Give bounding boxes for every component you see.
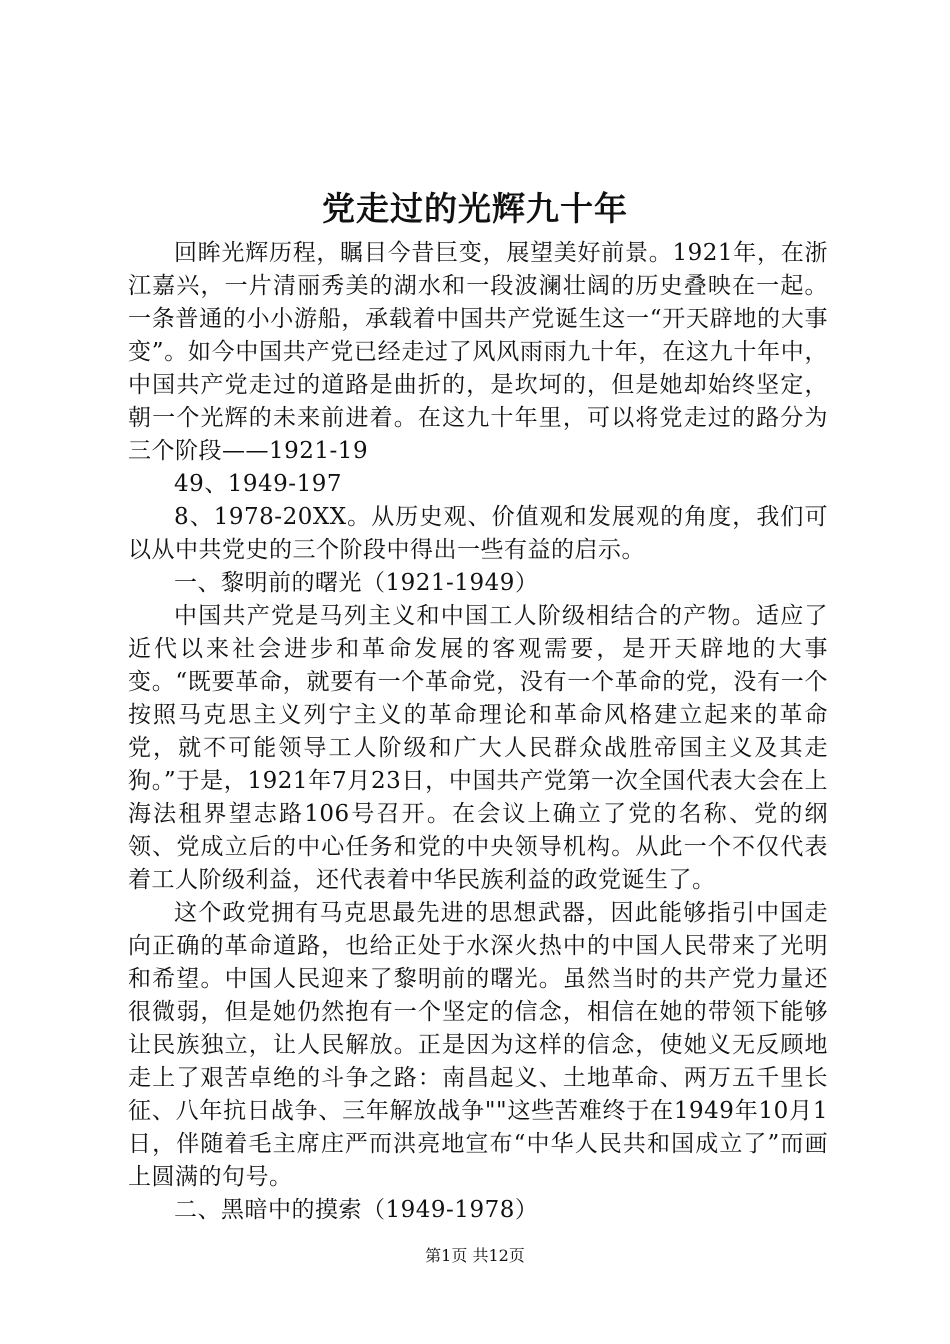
paragraph-intro: 回眸光辉历程，瞩目今昔巨变，展望美好前景。1921年，在浙江嘉兴，一片清丽秀美的湖水和一段波澜壮阔的历史叠映在一起。一条普通的小小游船，承载着中国共产党诞生这一“开天辟地的大事变”。如今中国共产党已经走过了风风雨雨九十年，在这九十年中，中国共产党走过的道路是曲折的，是坎坷的，但是她却始终坚定，朝一个光辉的未来前进着。在这九十年里，可以将党走过的路分为三个阶段——1921-19 — [128, 240, 828, 464]
section-heading-2: 二、黑暗中的摸索（1949-1978） — [174, 1197, 539, 1223]
paragraph-section1-b: 这个政党拥有马克思最先进的思想武器，因此能够指引中国走向正确的革命道路，也给正处于水深火热中的中国人民带来了光明和希望。中国人民迎来了黎明前的曙光。虽然当时的共产党力量还很微弱，但是她仍然抱有一个坚定的信念，相信在她的带领下能够让民族独立，让人民解放。正是因为这样的信念，使她义无反顾地走上了艰苦卓绝的斗争之路：南昌起义、土地革命、两万五千里长征、八年抗日战争、三年解放战争""这些苦难终于在1949年10月1日，伴随着毛主席庄严而洪亮地宣布“中华人民共和国成立了”而画上圆满的句号。 — [128, 900, 828, 1190]
section-heading-1: 一、黎明前的曙光（1921-1949） — [174, 570, 539, 596]
paragraph-section1-a: 中国共产党是马列主义和中国工人阶级相结合的产物。适应了近代以来社会进步和革命发展的客观需要，是开天辟地的大事变。“既要革命，就要有一个革命党，没有一个革命的党，没有一个按照马克思主义列宁主义的革命理论和革命风格建立起来的革命党，就不可能领导工人阶级和广大人民群众战胜帝国主义及其走狗。”于是，1921年7月23日，中国共产党第一次全国代表大会在上海法租界望志路106号召开。在会议上确立了党的名称、党的纲领、党成立后的中心任务和党的中央领导机构。从此一个不仅代表着工人阶级利益，还代表着中华民族利益的政党诞生了。 — [128, 603, 828, 893]
paragraph-intro-continued: 8、1978-20XX。从历史观、价值观和发展观的角度，我们可以从中共党史的三个阶段中得出一些有益的启示。 — [128, 504, 828, 563]
document-body — [128, 237, 828, 1227]
paragraph-intro-dates: 49、1949-197 — [174, 471, 342, 497]
document-title: 党走过的光辉九十年 — [322, 189, 628, 228]
page-footer: 第1页 共12页 — [425, 1246, 525, 1265]
